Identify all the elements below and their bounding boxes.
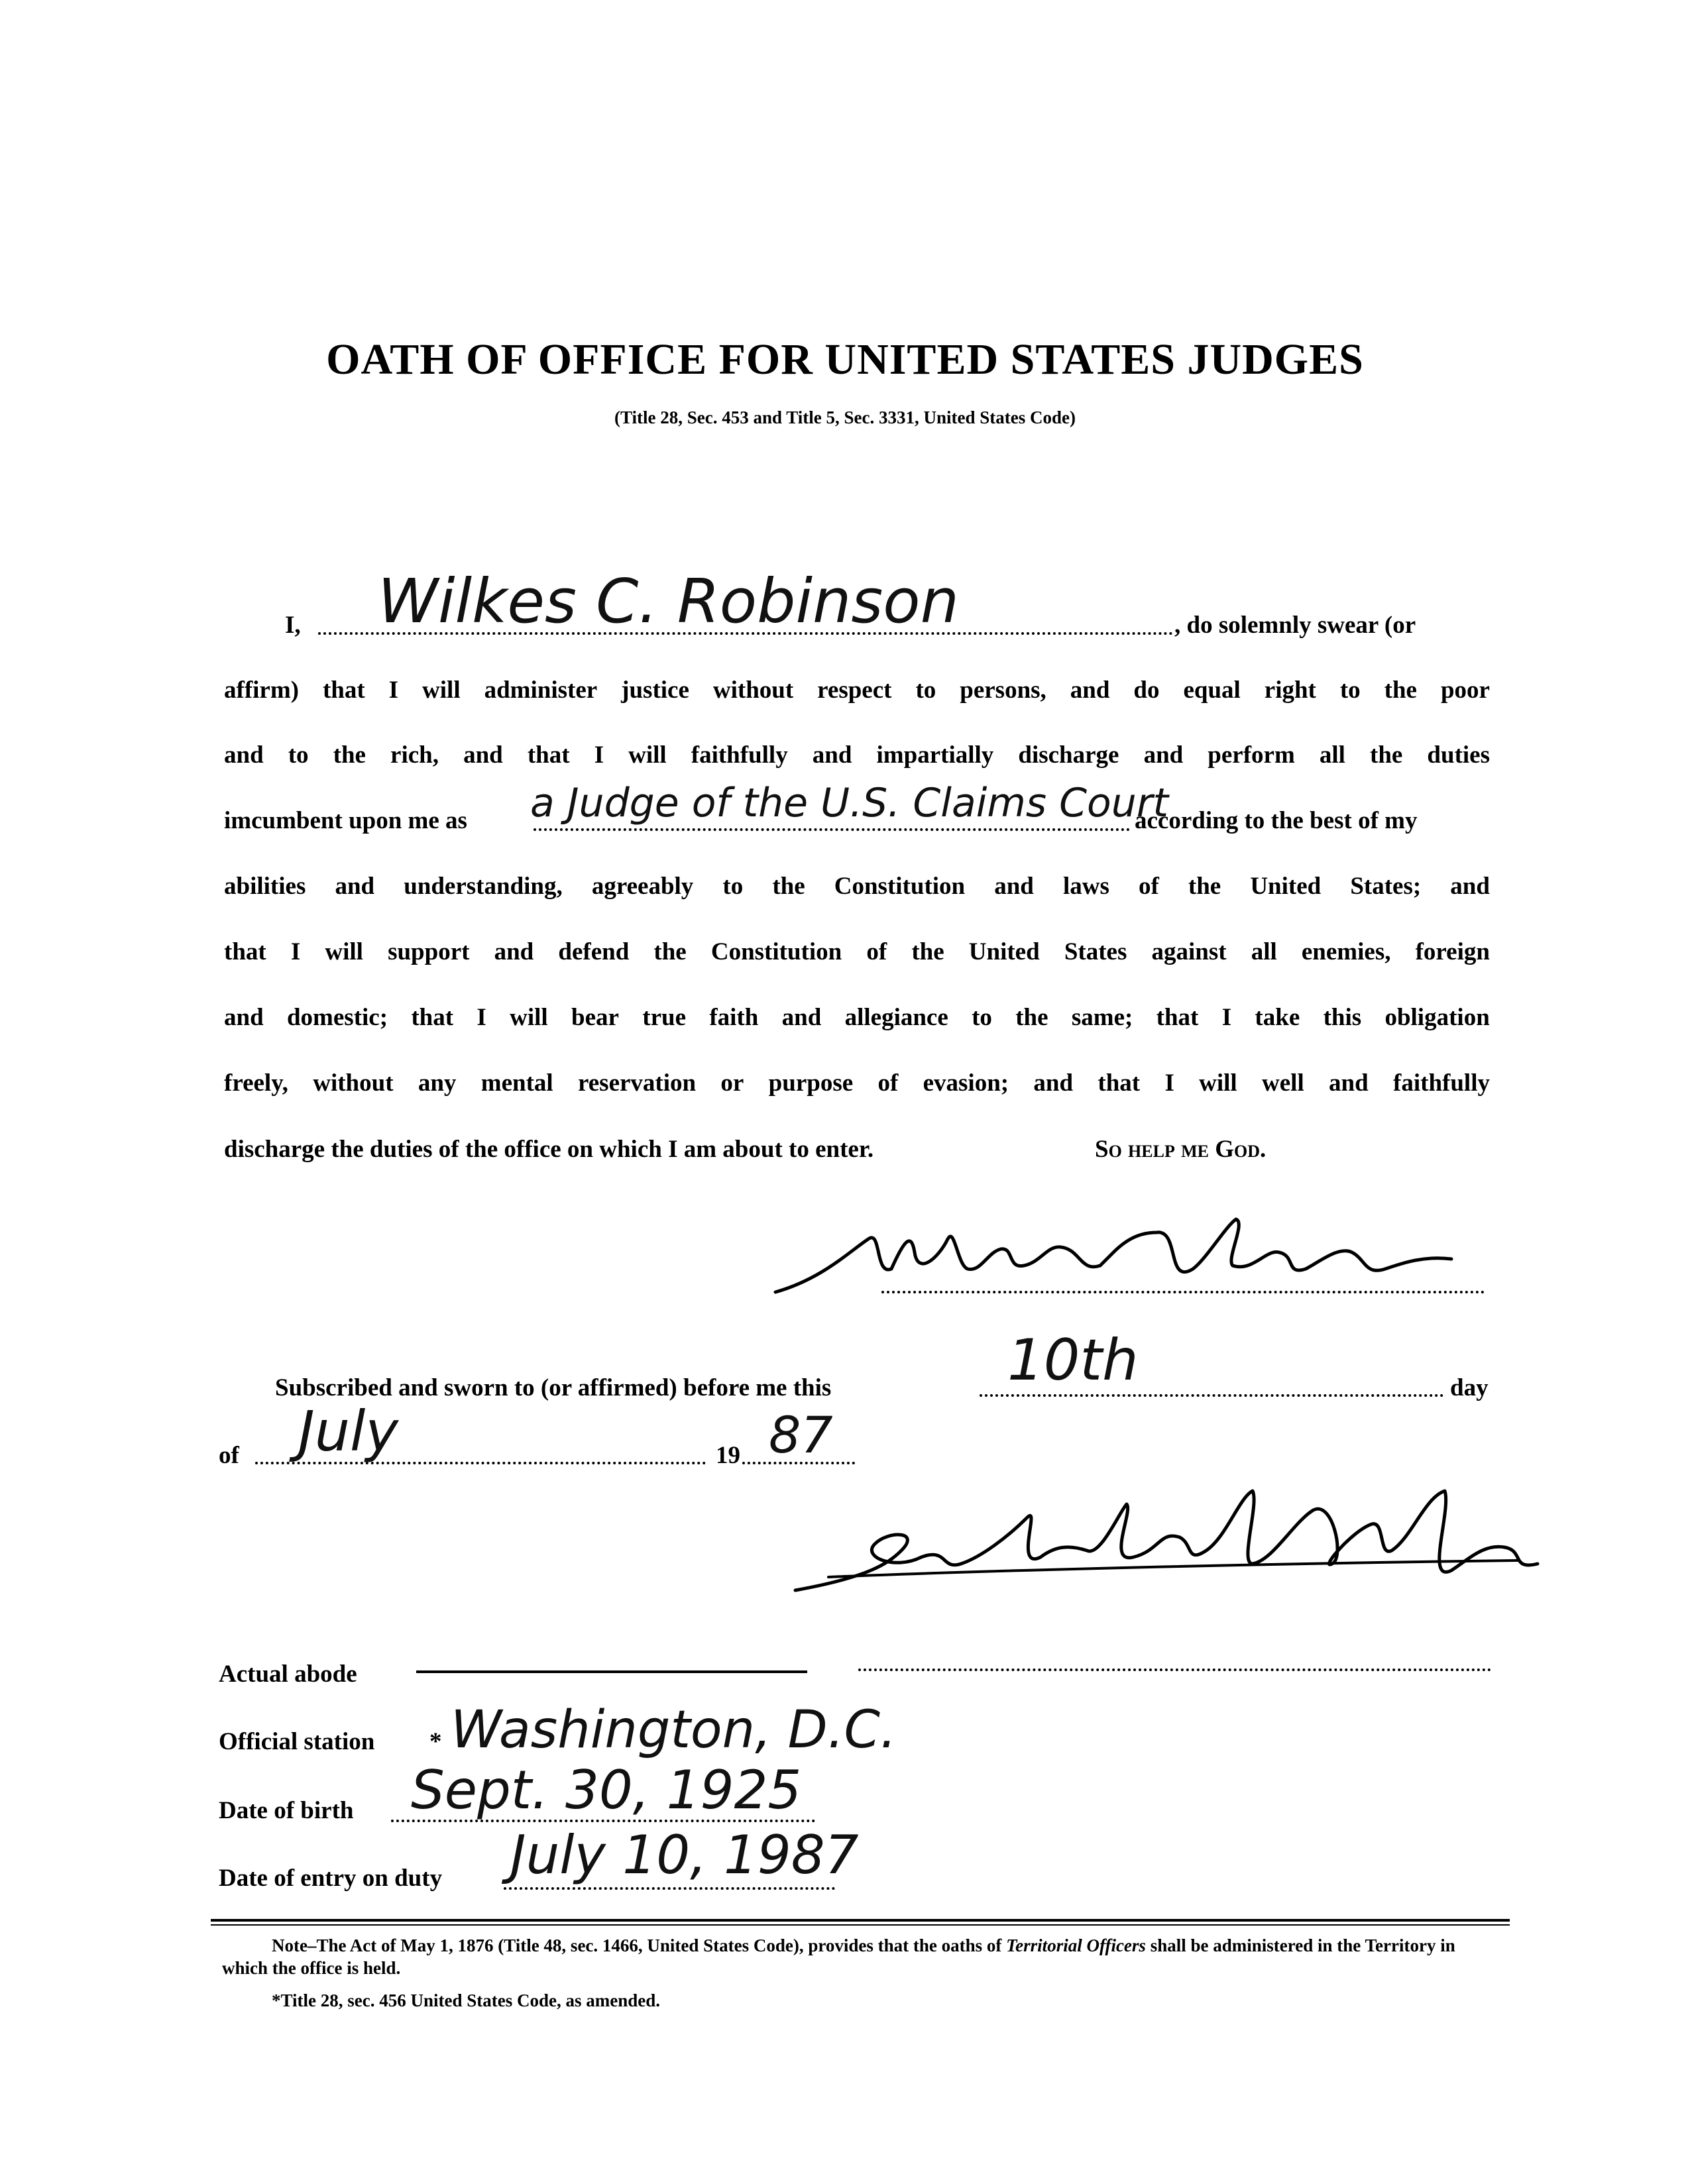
oath-word: and xyxy=(494,938,534,965)
oath-line-9: discharge the duties of the office on which I am about to enter. xyxy=(224,1136,874,1163)
oath-word: allegiance xyxy=(844,1004,948,1031)
oath-word: all xyxy=(1319,741,1345,769)
oath-word: the xyxy=(911,938,944,965)
abode-field-1[interactable] xyxy=(416,1670,807,1673)
oath-word: I xyxy=(388,677,399,704)
oath-word: that xyxy=(1098,1069,1141,1097)
station-handwritten: Washington, D.C. xyxy=(451,1700,897,1760)
oath-word: that xyxy=(1156,1004,1199,1031)
oath-word: and xyxy=(224,741,264,769)
oath-word: to xyxy=(915,677,936,704)
oath-swear-text: , do solemnly swear (or xyxy=(1174,612,1416,639)
oath-i-label: I, xyxy=(285,612,301,639)
oath-word: the xyxy=(653,938,687,965)
oath-word: true xyxy=(642,1004,686,1031)
oath-line-2 xyxy=(224,678,1490,702)
year-handwritten: 87 xyxy=(769,1405,833,1464)
oath-word: I xyxy=(290,938,301,965)
footnote-1-part-a: Note–The Act of May 1, 1876 (Title 48, sec. 1466, United States Code), provides that the oaths of xyxy=(272,1936,1007,1955)
birth-label: Date of birth xyxy=(219,1797,354,1824)
oath-word: the xyxy=(1370,741,1403,769)
oath-word: will xyxy=(422,677,461,704)
oath-line-8 xyxy=(224,1071,1490,1095)
oath-word: to xyxy=(1339,677,1361,704)
oath-word: reservation xyxy=(578,1069,697,1097)
document-subtitle: (Title 28, Sec. 453 and Title 5, Sec. 3331, United States Code) xyxy=(614,408,1076,427)
oath-word: and xyxy=(994,873,1034,900)
oath-word: take xyxy=(1255,1004,1300,1031)
oath-word: persons, xyxy=(960,677,1046,704)
oath-word: will xyxy=(1199,1069,1237,1097)
oath-word: without xyxy=(313,1069,394,1097)
oath-word: duties xyxy=(1427,741,1490,769)
oath-closing: So help me God. xyxy=(1095,1136,1267,1163)
century-label: 19 xyxy=(716,1442,740,1469)
oath-word: same; xyxy=(1071,1004,1133,1031)
station-marker: * xyxy=(429,1728,442,1755)
footnote-1-part-b: Territorial Officers xyxy=(1006,1936,1146,1955)
oath-word: United xyxy=(968,938,1040,965)
oath-line-4-suffix: according to the best of my xyxy=(1135,807,1418,834)
oath-word: understanding, xyxy=(404,873,563,900)
oath-word: administer xyxy=(484,677,598,704)
of-label: of xyxy=(219,1442,239,1469)
oath-word: purpose xyxy=(768,1069,854,1097)
oath-word: abilities xyxy=(224,873,306,900)
oath-word: and xyxy=(335,873,375,900)
oath-word: faithfully xyxy=(1393,1069,1490,1097)
oath-word: I xyxy=(1221,1004,1232,1031)
oath-word: of xyxy=(866,938,887,965)
oath-word: support xyxy=(388,938,470,965)
oath-word: the xyxy=(1015,1004,1048,1031)
oath-word: impartially xyxy=(876,741,994,769)
oath-word: any xyxy=(418,1069,457,1097)
oath-word: justice xyxy=(621,677,689,704)
month-handwritten: July xyxy=(298,1399,399,1464)
oath-word: and xyxy=(1143,741,1184,769)
oath-word: and xyxy=(812,741,852,769)
oath-word: to xyxy=(288,741,309,769)
oath-line-4-prefix: imcumbent upon me as xyxy=(224,807,467,834)
oath-word: affirm) xyxy=(224,677,299,704)
oath-word: United xyxy=(1250,873,1322,900)
oath-word: foreign xyxy=(1415,938,1490,965)
oath-word: I xyxy=(594,741,604,769)
name-handwritten: Wilkes C. Robinson xyxy=(378,566,959,637)
oath-word: discharge xyxy=(1018,741,1119,769)
oath-word: faith xyxy=(709,1004,759,1031)
oath-word: States xyxy=(1064,938,1127,965)
oath-word: poor xyxy=(1440,677,1490,704)
oath-word: Constitution xyxy=(834,873,966,900)
oath-word: do xyxy=(1133,677,1160,704)
oath-word: perform xyxy=(1208,741,1295,769)
oath-word: and xyxy=(1070,677,1110,704)
oath-word: and xyxy=(1033,1069,1074,1097)
oath-word: enemies, xyxy=(1301,938,1391,965)
oath-word: that xyxy=(224,938,266,965)
station-label: Official station xyxy=(219,1728,375,1755)
oath-word: rich, xyxy=(390,741,439,769)
oath-word: will xyxy=(510,1004,548,1031)
oath-word: bear xyxy=(571,1004,619,1031)
oath-word: defend xyxy=(558,938,630,965)
officer-signature xyxy=(789,1484,1551,1617)
oath-word: and xyxy=(463,741,503,769)
oath-word: and xyxy=(1329,1069,1369,1097)
oath-word: or xyxy=(720,1069,744,1097)
oath-word: States; xyxy=(1350,873,1422,900)
birth-handwritten: Sept. 30, 1925 xyxy=(411,1759,802,1821)
office-handwritten: a Judge of the U.S. Claims Court xyxy=(530,780,1168,826)
oath-word: to xyxy=(722,873,744,900)
oath-word: of xyxy=(877,1069,899,1097)
document-title: OATH OF OFFICE FOR UNITED STATES JUDGES xyxy=(326,335,1364,384)
subscribed-prefix: Subscribed and sworn to (or affirmed) before me this xyxy=(275,1374,832,1401)
oath-word: of xyxy=(1138,873,1159,900)
footnote-1-part-c: shall be administered in the Territory in which the office is held. xyxy=(222,1936,1455,1978)
oath-word: domestic; xyxy=(286,1004,388,1031)
oath-word: and xyxy=(1450,873,1490,900)
oath-word: to xyxy=(972,1004,992,1031)
oath-word: the xyxy=(333,741,366,769)
oath-word: mental xyxy=(480,1069,553,1097)
oath-word: and xyxy=(224,1004,264,1031)
oath-word: the xyxy=(1188,873,1221,900)
footnote-2: *Title 28, sec. 456 United States Code, as amended. xyxy=(272,1991,660,2010)
oath-word: right xyxy=(1264,677,1316,704)
bottom-rule-1 xyxy=(211,1919,1510,1922)
oath-line-5 xyxy=(224,874,1490,899)
oath-word: evasion; xyxy=(923,1069,1009,1097)
day-label: day xyxy=(1450,1374,1489,1401)
oath-word: that xyxy=(411,1004,454,1031)
judge-signature xyxy=(769,1213,1471,1312)
oath-word: equal xyxy=(1183,677,1241,704)
footnote-1 xyxy=(222,1935,1488,1980)
oath-word: respect xyxy=(817,677,892,704)
oath-word: against xyxy=(1151,938,1227,965)
oath-word: obligation xyxy=(1384,1004,1490,1031)
day-handwritten: 10th xyxy=(1007,1327,1139,1393)
oath-word: the xyxy=(772,873,805,900)
oath-word: will xyxy=(628,741,667,769)
oath-word: agreeably xyxy=(591,873,694,900)
oath-word: the xyxy=(1384,677,1417,704)
oath-word: laws xyxy=(1062,873,1109,900)
oath-word: that xyxy=(322,677,365,704)
oath-word: and xyxy=(781,1004,822,1031)
oath-word: this xyxy=(1323,1004,1362,1031)
oath-word: that xyxy=(527,741,570,769)
oath-word: Constitution xyxy=(710,938,842,965)
oath-word: I xyxy=(1164,1069,1174,1097)
entry-handwritten: July 10, 1987 xyxy=(510,1824,859,1886)
abode-label: Actual abode xyxy=(219,1661,357,1688)
oath-word: all xyxy=(1251,938,1277,965)
oath-line-6 xyxy=(224,940,1490,964)
abode-field-2[interactable] xyxy=(858,1657,1491,1671)
oath-line-7 xyxy=(224,1005,1490,1030)
oath-word: will xyxy=(325,938,363,965)
oath-word: well xyxy=(1262,1069,1304,1097)
entry-label: Date of entry on duty xyxy=(219,1865,443,1892)
oath-word: without xyxy=(712,677,794,704)
oath-word: I xyxy=(477,1004,486,1031)
oath-line-3 xyxy=(224,743,1490,767)
bottom-rule-2 xyxy=(211,1924,1510,1926)
oath-word: freely, xyxy=(224,1069,288,1097)
oath-word: faithfully xyxy=(691,741,788,769)
